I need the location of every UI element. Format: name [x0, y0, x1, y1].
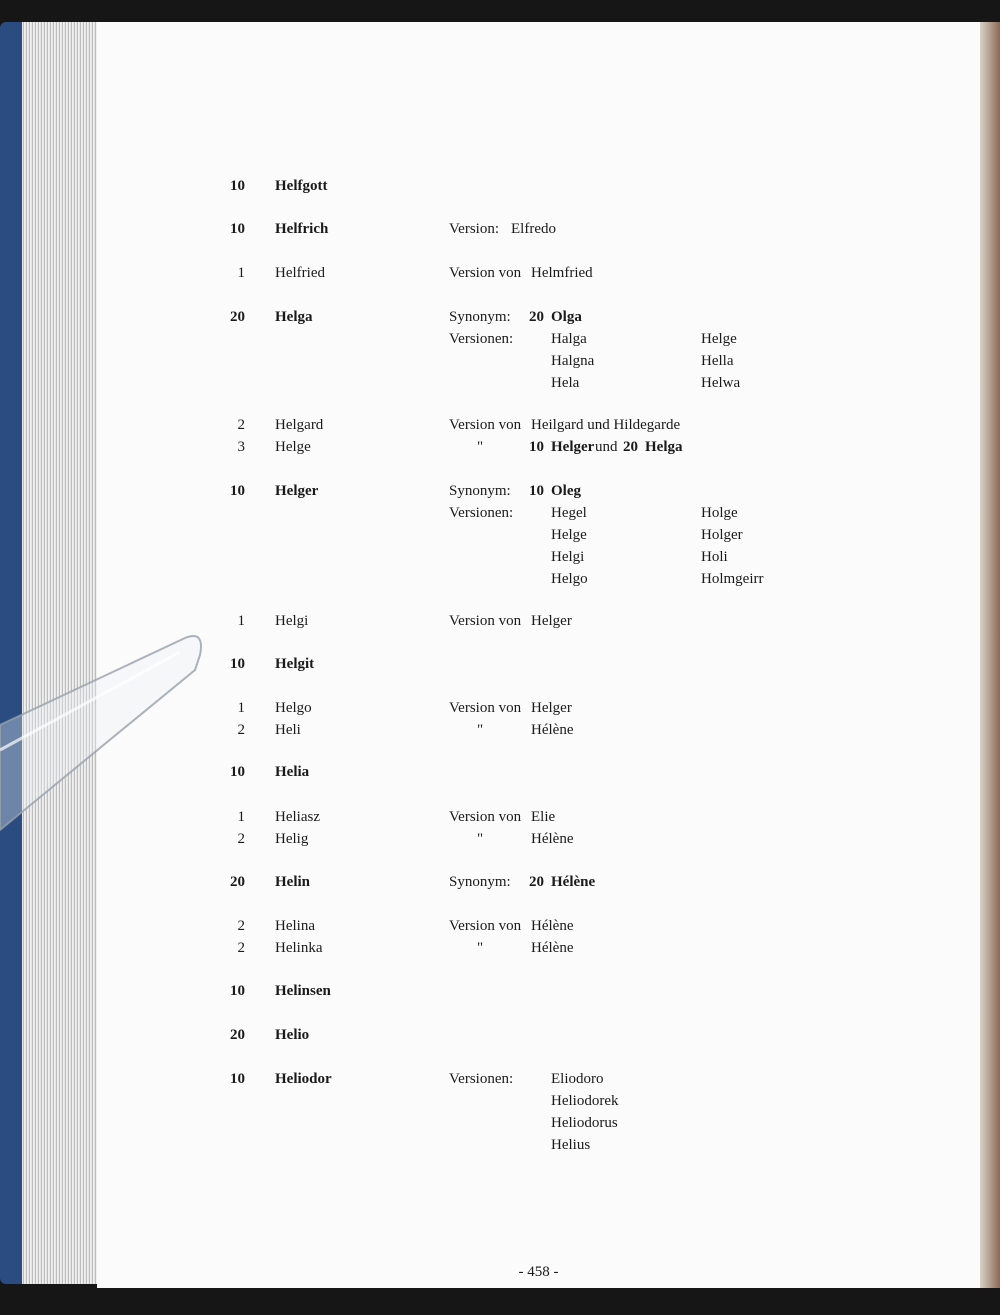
entry-count: 10: [230, 221, 245, 237]
synonym-label: Synonym:: [449, 483, 511, 499]
entry-count: 10: [230, 483, 245, 499]
entry-note-value: Elie: [531, 809, 556, 825]
synonym-count: 20: [529, 874, 544, 890]
entry-count: 10: [230, 983, 245, 999]
version-name: Helius: [551, 1137, 591, 1153]
entry-note-value: Hélène: [531, 940, 574, 956]
page-clip-icon: [0, 630, 210, 840]
versions-label: Versionen:: [449, 331, 514, 347]
entry-note-value: Helger: [531, 700, 572, 716]
entry-heliodor: [97, 1068, 980, 1090]
entry-name: Helgard: [275, 417, 324, 433]
entry-note-label: Version von: [449, 417, 522, 433]
synonym-count: 10: [529, 483, 544, 499]
ditto-mark: ": [477, 439, 484, 455]
ref-count: 20: [623, 439, 638, 455]
entry-note-value: Heilgard und Hildegarde: [531, 417, 681, 433]
entry-helin: [97, 871, 980, 893]
entry-name: Helger: [275, 483, 319, 499]
entry-helfried: [97, 262, 980, 284]
entry-helger-versions: [97, 524, 980, 546]
entry-name: Helgi: [275, 613, 309, 629]
entry-helga-versions: [97, 350, 980, 372]
entry-helio: [97, 1024, 980, 1046]
entry-note-label: Version:: [449, 221, 499, 237]
entry-count: 2: [237, 417, 245, 433]
ditto-mark: ": [477, 831, 484, 847]
entry-count: 10: [230, 656, 245, 672]
entry-helinsen: [97, 980, 980, 1002]
entry-helgi: [97, 610, 980, 632]
entry-helga-versions: [97, 328, 980, 350]
entry-name: Helinka: [275, 940, 323, 956]
entry-note-value: Helmfried: [531, 265, 593, 281]
entry-count: 2: [237, 918, 245, 934]
ref-count: 10: [529, 439, 544, 455]
entry-helgo: [97, 697, 980, 719]
entry-helger-versions: [97, 502, 980, 524]
entry-count: 20: [230, 1027, 245, 1043]
entry-count: 2: [237, 940, 245, 956]
entry-name: Helia: [275, 764, 310, 780]
version-name: Holi: [701, 549, 728, 565]
entry-name: Helinsen: [275, 983, 331, 999]
entry-helfgott: [97, 175, 980, 197]
entry-name: Helin: [275, 874, 311, 890]
entry-heliodor-versions: [97, 1134, 980, 1156]
entry-helgit: [97, 653, 980, 675]
version-name: Helge: [551, 527, 587, 543]
version-name: Holge: [701, 505, 738, 521]
ditto-mark: ": [477, 722, 484, 738]
entry-note-value: Hélène: [531, 918, 574, 934]
entry-helina: [97, 915, 980, 937]
version-name: Helwa: [701, 375, 741, 391]
entry-count: 20: [230, 874, 245, 890]
entry-count: 2: [237, 831, 245, 847]
entry-heliodor-versions: [97, 1090, 980, 1112]
entry-name: Helgo: [275, 700, 312, 716]
entry-helinka: [97, 937, 980, 959]
synonym-label: Synonym:: [449, 309, 511, 325]
entry-count: 10: [230, 764, 245, 780]
entry-note-label: Version von: [449, 918, 522, 934]
entry-helger-versions: [97, 546, 980, 568]
version-name: Helgo: [551, 571, 588, 587]
entry-name: Heliodor: [275, 1071, 332, 1087]
entry-heliodor-versions: [97, 1112, 980, 1134]
ref-name: Helger: [551, 439, 595, 455]
entry-helig: [97, 828, 980, 850]
version-name: Holmgeirr: [701, 571, 764, 587]
entry-note-value: Elfredo: [511, 221, 556, 237]
entry-heliasz: [97, 806, 980, 828]
versions-label: Versionen:: [449, 505, 514, 521]
version-name: Helgi: [551, 549, 585, 565]
entry-name: Helfried: [275, 265, 325, 281]
entry-note-value: Hélène: [531, 831, 574, 847]
entry-count: 3: [237, 439, 245, 455]
entry-name: Helgit: [275, 656, 315, 672]
entry-count: 20: [230, 309, 245, 325]
synonym-label: Synonym:: [449, 874, 511, 890]
entry-name: Heli: [275, 722, 301, 738]
entry-helger-versions: [97, 568, 980, 590]
entry-helga-versions: [97, 372, 980, 394]
version-name: Heliodorus: [551, 1115, 618, 1131]
synonym-name: Hélène: [551, 874, 596, 890]
entry-note-label: Version von: [449, 265, 522, 281]
entry-helia: [97, 761, 980, 783]
version-name: Helge: [701, 331, 737, 347]
entry-note-value: Hélène: [531, 722, 574, 738]
version-name: Hela: [551, 375, 580, 391]
entry-name: Helfrich: [275, 221, 329, 237]
entry-name: Heliasz: [275, 809, 320, 825]
entry-count: 1: [237, 809, 245, 825]
version-name: Heliodorek: [551, 1093, 619, 1109]
entry-name: Helge: [275, 439, 311, 455]
page-number: - 458 -: [518, 1264, 559, 1280]
entry-helge: [97, 436, 980, 458]
entry-name: Helio: [275, 1027, 310, 1043]
entry-count: 1: [237, 613, 245, 629]
entry-count: 10: [230, 1071, 245, 1087]
version-name: Halgna: [551, 353, 595, 369]
version-name: Hella: [701, 353, 734, 369]
version-name: Halga: [551, 331, 587, 347]
ditto-mark: ": [477, 940, 484, 956]
synonym-name: Olga: [551, 309, 582, 325]
entry-name: Helig: [275, 831, 309, 847]
entry-note-value: Helger: [531, 613, 572, 629]
entry-helga: [97, 306, 980, 328]
entry-count: 2: [237, 722, 245, 738]
synonym-count: 20: [529, 309, 544, 325]
version-name: Holger: [701, 527, 743, 543]
ref-join: und: [595, 439, 618, 455]
entry-helfrich: [97, 218, 980, 240]
book-page: [97, 22, 980, 1288]
entry-note-label: Version von: [449, 613, 522, 629]
versions-label: Versionen:: [449, 1071, 514, 1087]
version-name: Eliodoro: [551, 1071, 604, 1087]
version-name: Hegel: [551, 505, 587, 521]
synonym-name: Oleg: [551, 483, 581, 499]
entry-helger: [97, 480, 980, 502]
entry-name: Helina: [275, 918, 315, 934]
ref-name: Helga: [645, 439, 683, 455]
entry-note-label: Version von: [449, 809, 522, 825]
entry-count: 1: [237, 700, 245, 716]
entry-heli: [97, 719, 980, 741]
entry-count: 10: [230, 178, 245, 194]
adjacent-page-edge: [980, 22, 1000, 1288]
entry-name: Helfgott: [275, 178, 328, 194]
entry-count: 1: [237, 265, 245, 281]
entry-note-label: Version von: [449, 700, 522, 716]
entry-helgard: [97, 414, 980, 436]
entry-name: Helga: [275, 309, 313, 325]
